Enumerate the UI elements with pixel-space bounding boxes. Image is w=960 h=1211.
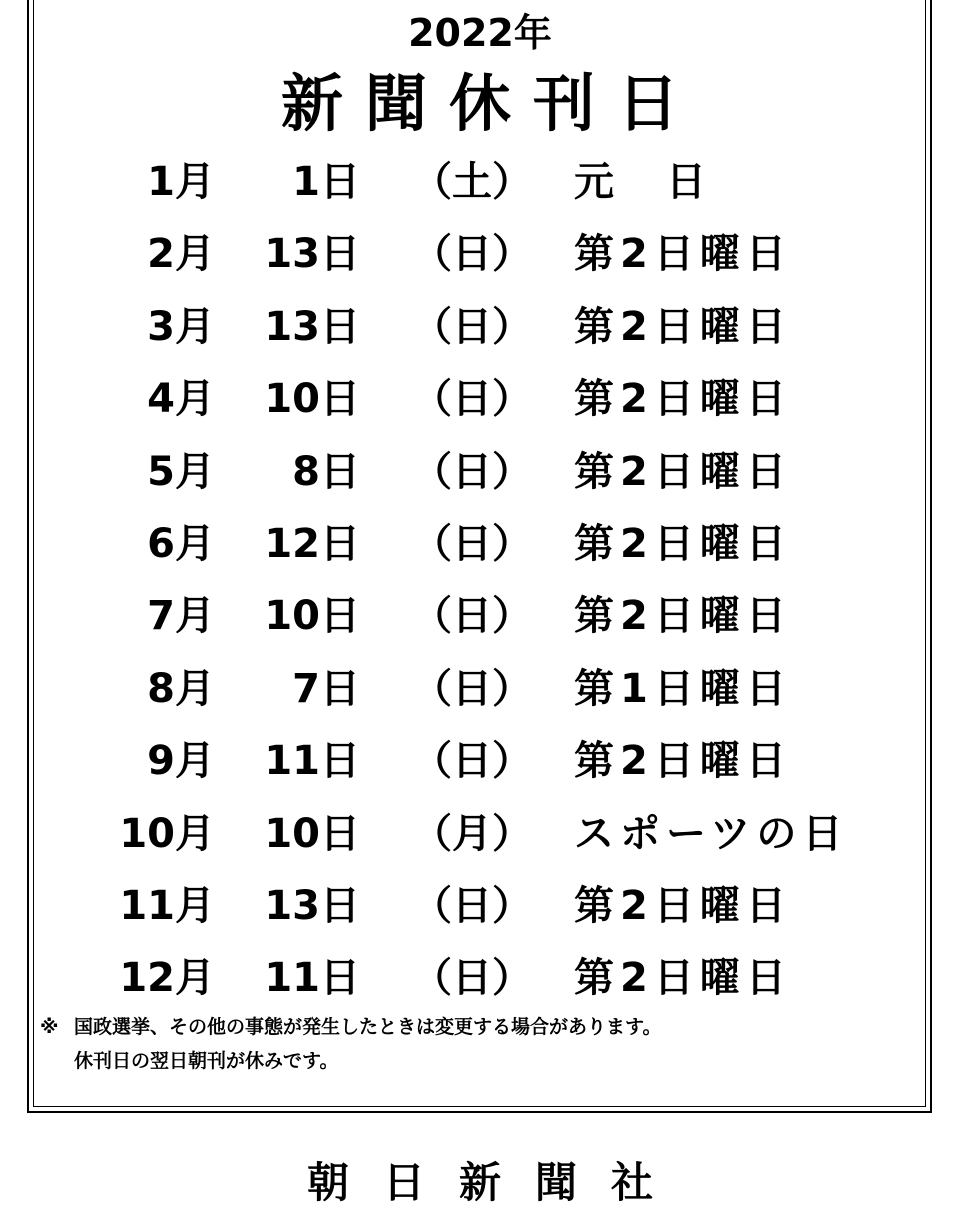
month-cell: 12月 [119, 955, 215, 1002]
month-cell: 2月 [147, 231, 215, 278]
month-cell: 10月 [119, 810, 215, 857]
occasion-cell: 第2日曜日 [574, 593, 792, 640]
month-cell: 4月 [147, 376, 215, 423]
schedule-row [0, 363, 960, 435]
month-cell: 1月 [147, 159, 215, 205]
schedule-row [0, 942, 960, 1014]
note-mark: ※ [40, 1016, 59, 1038]
schedule-row [0, 218, 960, 290]
schedule-row [0, 580, 960, 652]
occasion-cell: 第2日曜日 [574, 955, 792, 1002]
publisher-name: 朝日新聞社 [306, 1158, 687, 1207]
footnote [40, 1010, 920, 1078]
schedule-row [0, 436, 960, 508]
year-heading: 2022年 [408, 11, 552, 55]
weekday-cell: （日） [412, 738, 532, 785]
schedule-row [0, 508, 960, 580]
weekday-cell: （日） [412, 231, 532, 278]
footnote-text-1: 国政選挙、その他の事態が発生したときは変更する場合があります。 [74, 1016, 662, 1038]
occasion-cell: 第2日曜日 [574, 448, 792, 495]
month-cell: 3月 [147, 303, 215, 350]
weekday-cell: （月） [412, 810, 532, 857]
weekday-cell: （土） [412, 159, 532, 205]
day-cell: 11日 [264, 955, 360, 1002]
occasion-cell: 第2日曜日 [574, 376, 792, 423]
occasion-cell: 第2日曜日 [574, 231, 792, 278]
day-cell: 7日 [292, 665, 360, 712]
day-cell: 10日 [264, 593, 360, 640]
weekday-cell: （日） [412, 520, 532, 567]
day-cell: 12日 [264, 520, 360, 567]
schedule-row [0, 146, 960, 218]
weekday-cell: （日） [412, 955, 532, 1002]
occasion-cell: 第1日曜日 [574, 665, 792, 712]
day-cell: 11日 [264, 738, 360, 785]
schedule-row [0, 653, 960, 725]
occasion-cell: 第2日曜日 [574, 303, 792, 350]
day-cell: 10日 [264, 810, 360, 857]
occasion-cell: スポーツの日 [574, 810, 849, 857]
schedule-row [0, 291, 960, 363]
schedule-row [0, 798, 960, 870]
holiday-schedule [0, 146, 960, 1015]
month-cell: 8月 [147, 665, 215, 712]
day-cell: 13日 [264, 231, 360, 278]
month-cell: 9月 [147, 738, 215, 785]
month-cell: 7月 [147, 593, 215, 640]
occasion-cell: 第2日曜日 [574, 882, 792, 929]
weekday-cell: （日） [412, 448, 532, 495]
occasion-cell: 第2日曜日 [574, 520, 792, 567]
day-cell: 13日 [264, 882, 360, 929]
day-cell: 1日 [292, 159, 360, 205]
footnote-line-1 [40, 1010, 920, 1044]
weekday-cell: （日） [412, 882, 532, 929]
occasion-cell: 第2日曜日 [574, 738, 792, 785]
page-title: 新聞休刊日 [280, 67, 701, 140]
weekday-cell: （日） [412, 376, 532, 423]
weekday-cell: （日） [412, 665, 532, 712]
month-cell: 5月 [147, 448, 215, 495]
day-cell: 8日 [292, 448, 360, 495]
schedule-row [0, 725, 960, 797]
month-cell: 11月 [119, 882, 215, 929]
weekday-cell: （日） [412, 593, 532, 640]
weekday-cell: （日） [412, 303, 532, 350]
occasion-cell: 元 日 [574, 159, 712, 205]
footnote-line-2: 休刊日の翌日朝刊が休みです。 [74, 1050, 339, 1072]
day-cell: 10日 [264, 376, 360, 423]
month-cell: 6月 [147, 520, 215, 567]
day-cell: 13日 [264, 303, 360, 350]
schedule-row [0, 870, 960, 942]
